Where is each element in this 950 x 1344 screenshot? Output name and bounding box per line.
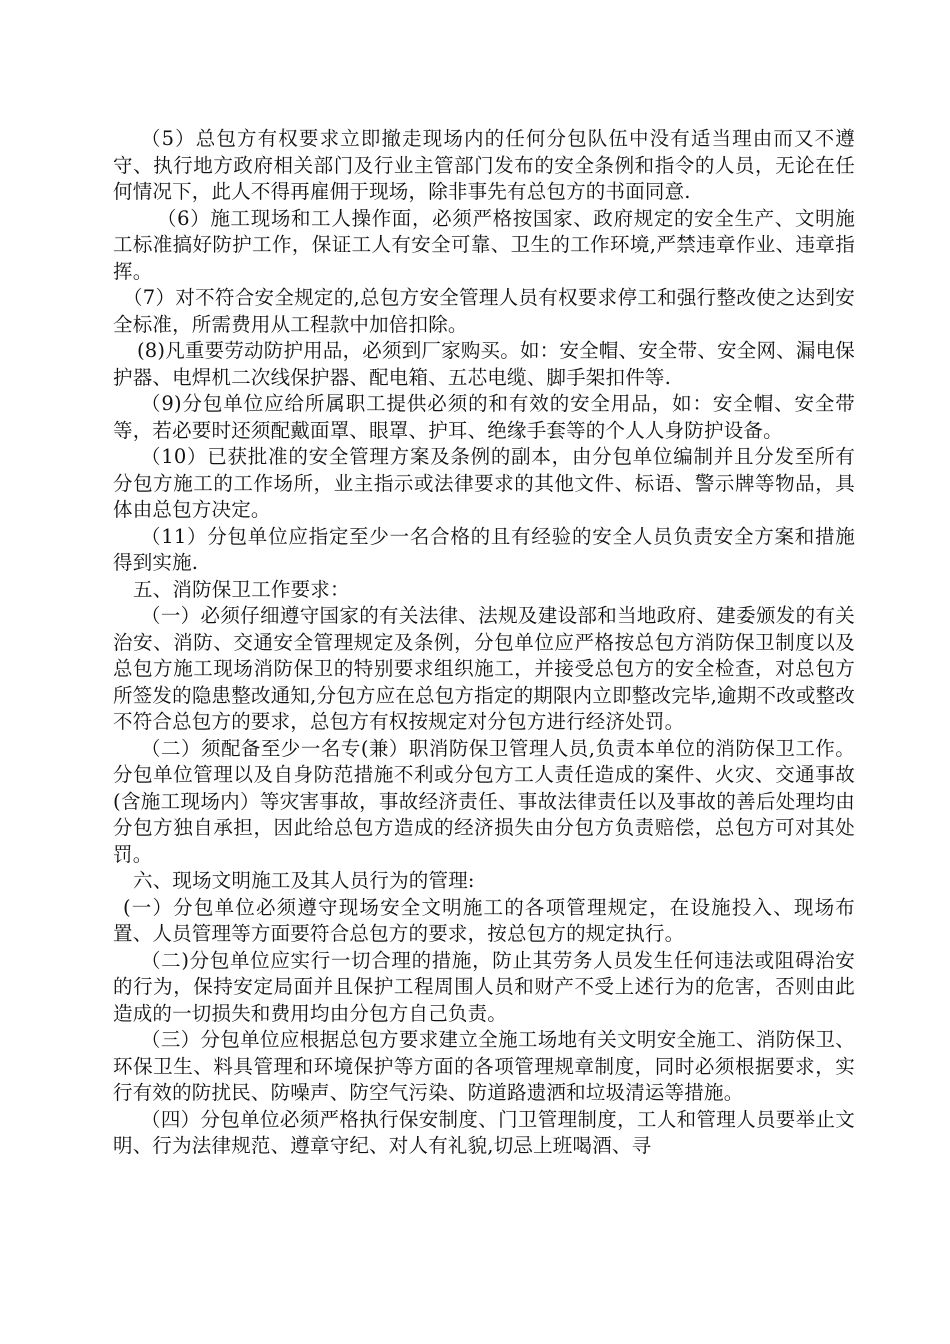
paragraph-item-5-1: （一）必须仔细遵守国家的有关法律、法规及建设部和当地政府、建委颁发的有关治安、消防、交通安全管理规定及条例，分包单位应严格按总包方消防保卫制度以及总包方施工现场消防保卫的特别要求组织施工，并接受总包方的安全检查，对总包方所签发的隐患整改通知,分包方应在总包方指定的期限内立即整改完毕,逾期不改或整改不符合总包方的要求，总包方有权按规定对分包方进行经济处罚。 [113, 604, 855, 733]
paragraph-item-6-1: (一）分包单位必须遵守现场安全文明施工的各项管理规定，在设施投入、现场布置、人员管理等方面要符合总包方的要求，按总包方的规定执行。 [113, 895, 855, 945]
section-heading-5: 五、消防保卫工作要求： [133, 577, 350, 601]
paragraph-item-6: （6）施工现场和工人操作面，必须严格按国家、政府规定的安全生产、文明施工标准搞好防护工作，保证工人有安全可靠、卫生的工作环境,严禁违章作业、违章指挥。 [113, 206, 855, 283]
paragraph-item-5-2: （二）须配备至少一名专(兼）职消防保卫管理人员,负责本单位的消防保卫工作。分包单位管理以及自身防范措施不利或分包方工人责任造成的案件、火灾、交通事故(含施工现场内）等灾害事故，事故经济责任、事故法律责任以及事故的善后处理均由分包方独自承担，因此给总包方造成的经济损失由分包方负责赔偿，总包方可对其处罚。 [113, 736, 855, 866]
paragraph-item-6-3: （三）分包单位应根据总包方要求建立全施工场地有关文明安全施工、消防保卫、环保卫生、料具管理和环境保护等方面的各项管理规章制度，同时必须根据要求，实行有效的防扰民、防噪声、防空气污染、防道路遗洒和垃圾清运等措施。 [113, 1028, 855, 1104]
paragraph-item-5: （5）总包方有权要求立即撤走现场内的任何分包队伍中没有适当理由而又不遵守、执行地方政府相关部门及行业主管部门发布的安全条例和指令的人员，无论在任何情况下，此人不得再雇佣于现场，除非事先有总包方的书面同意. [113, 127, 855, 203]
paragraph-item-7: （7）对不符合安全规定的,总包方安全管理人员有权要求停工和强行整改使之达到安全标准，所需费用从工程款中加倍扣除。 [113, 286, 855, 336]
document-body [113, 126, 855, 1160]
paragraph-item-8: (8)凡重要劳动防护用品，必须到厂家购买。如：安全帽、安全带、安全网、漏电保护器、电焊机二次线保护器、配电箱、五芯电缆、脚手架扣件等. [113, 339, 855, 389]
paragraph-item-10: （10）已获批准的安全管理方案及条例的副本，由分包单位编制并且分发至所有分包方施工的工作场所，业主指示或法律要求的其他文件、标语、警示牌等物品，具体由总包方决定。 [113, 445, 855, 521]
paragraph-item-6-2: （二)分包单位应实行一切合理的措施，防止其劳务人员发生任何违法或阻碍治安的行为，保持安定局面并且保护工程周围人员和财产不受上述行为的危害，否则由此造成的一切损失和费用均由分包方自己负责。 [113, 948, 855, 1025]
paragraph-item-6-4: （四）分包单位必须严格执行保安制度、门卫管理制度，工人和管理人员要举止文明、行为法律规范、遵章守纪、对人有礼貌,切忌上班喝酒、寻 [113, 1107, 855, 1157]
paragraph-item-11: （11）分包单位应指定至少一名合格的且有经验的安全人员负责安全方案和措施得到实施. [113, 524, 855, 574]
section-heading-6: 六、现场文明施工及其人员行为的管理: [133, 869, 475, 892]
paragraph-item-9: （9)分包单位应给所属职工提供必须的和有效的安全用品，如：安全帽、安全带等，若必要时还须配戴面罩、眼罩、护耳、绝缘手套等的个人人身防护设备。 [113, 392, 855, 442]
